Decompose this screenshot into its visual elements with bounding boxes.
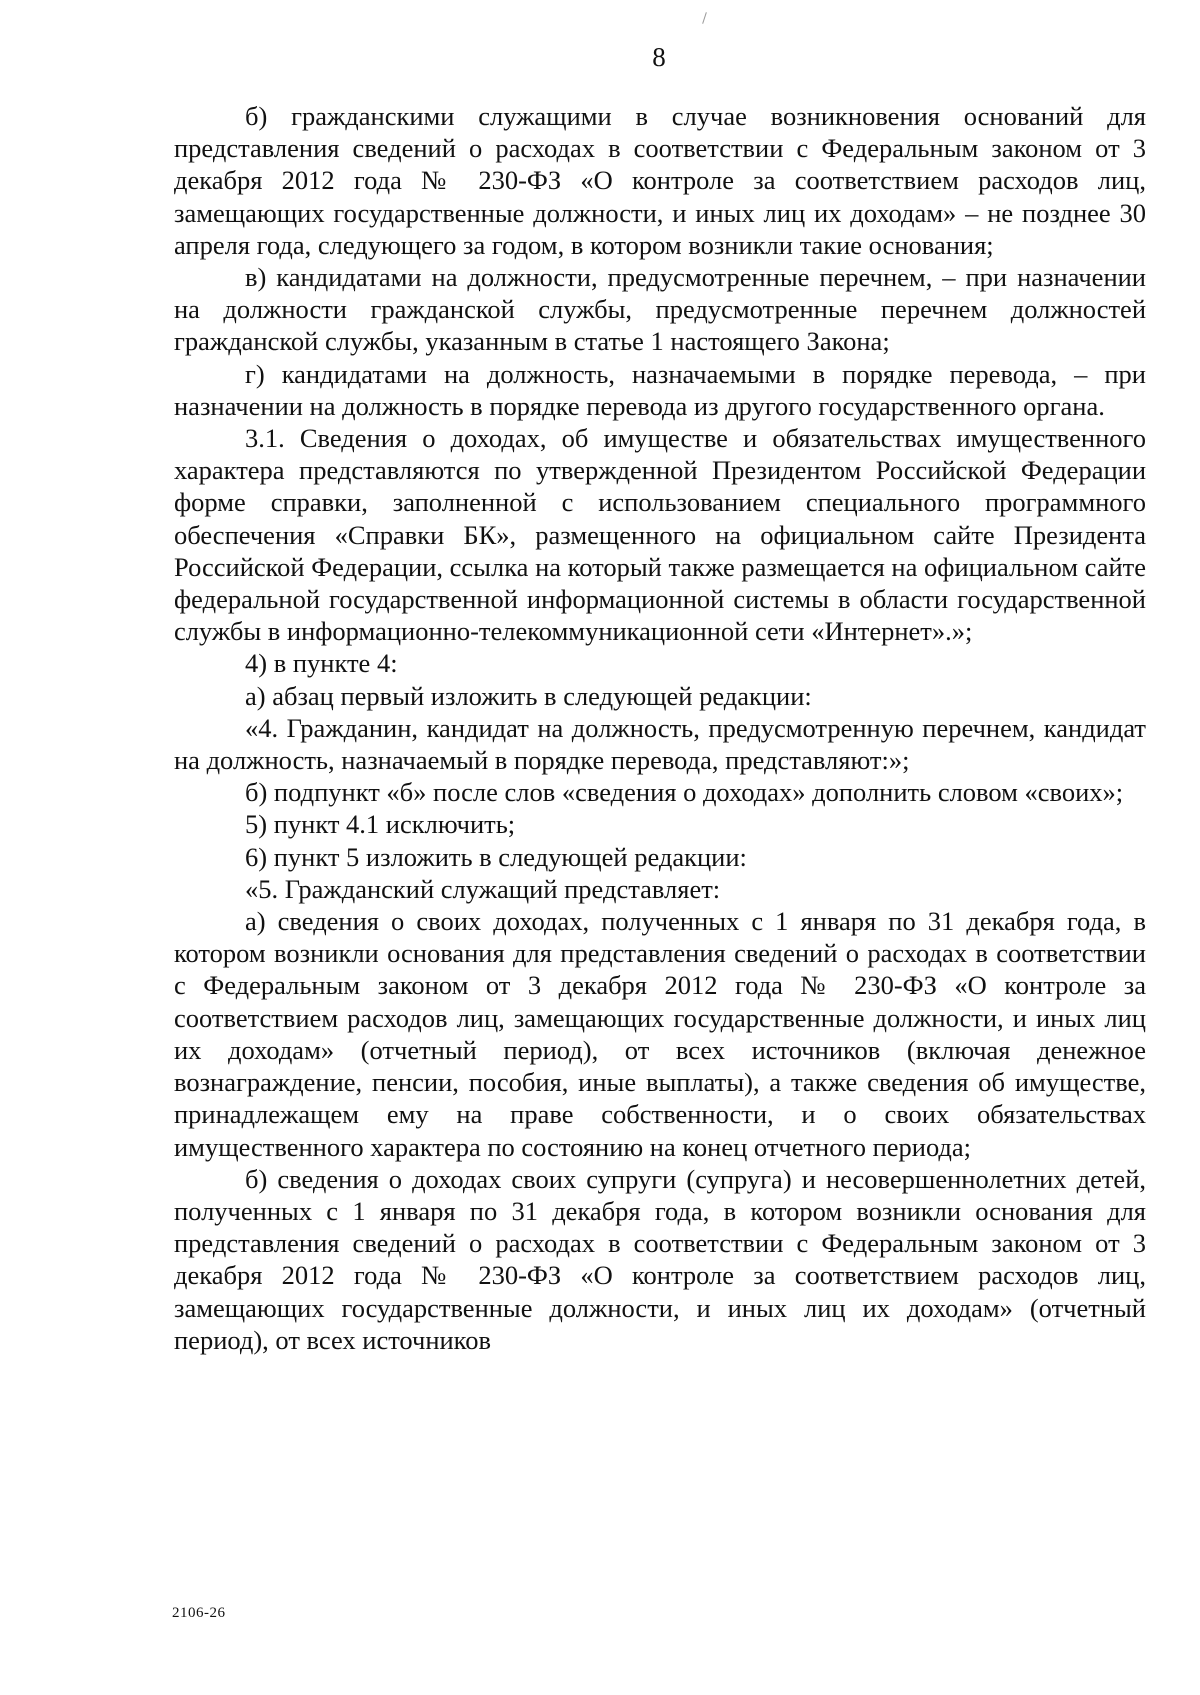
paragraph-5-b: б) сведения о доходах своих супруги (супруга) и несовершеннолетних детей, полученных с 1 января по 31 декабря года, в котором возникли основания для представления сведений о расходах в соответствии с Федеральным законом от 3 декабря 2012 года № 230-ФЗ «О контроле за соответствием расходов лиц, замещающих государственные должности, и иных лиц их доходам» (отчетный период), от всех источников [174,1163,1146,1355]
document-code: 2106-26 [172,1605,226,1621]
paragraph-5-a: а) сведения о своих доходах, полученных с 1 января по 31 декабря года, в котором возникли основания для представления сведений о расходах в соответствии с Федеральным законом от 3 декабря 2012 года № 230-ФЗ «О контроле за соответствием расходов лиц, замещающих государственные должности, и иных лиц их доходам» (отчетный период), от всех источников (включая денежное вознаграждение, пенсии, пособия, иные выплаты), а также сведения об имуществе, принадлежащем ему на праве собственности, и о своих обязательствах имущественного характера по состоянию на конец отчетного периода; [174,906,1146,1162]
paragraph-item-4: 4) в пункте 4: [245,648,398,679]
page-number: 8 [652,42,666,72]
document-body [174,100,1146,1356]
paragraph-item-6: 6) пункт 5 изложить в следующей редакции: [245,841,747,872]
scan-artifact [702,12,707,24]
paragraph-item-4-a: а) абзац первый изложить в следующей редакции: [245,680,812,711]
paragraph-v-candidates: в) кандидатами на должности, предусмотренные перечнем, – при назначении на должности гражданской службы, предусмотренные перечнем должностей гражданской службы, указанным в статье 1 настоящего Закона; [174,262,1146,357]
paragraph-3-1-information: 3.1. Сведения о доходах, об имуществе и обязательствах имущественного характера представляются по утвержденной Президентом Российской Федерации форме справки, заполненной с использованием специального программного обеспечения «Справки БК», размещенного на официальном сайте Президента Российской Федерации, ссылка на который также размещается на официальном сайте федеральной государственной информационной системы в области государственной службы в информационно-телекоммуникационной сети «Интернет».»; [174,423,1146,647]
paragraph-quoted-5: «5. Гражданский служащий представляет: [245,873,721,904]
paragraph-quoted-4: «4. Гражданин, кандидат на должность, предусмотренную перечнем, кандидат на должность, назначаемый в порядке перевода, представляют:»; [174,712,1146,776]
paragraph-g-transfer-candidates: г) кандидатами на должность, назначаемыми в порядке перевода, – при назначении на должность в порядке перевода из другого государственного органа. [174,358,1146,421]
paragraph-item-5: 5) пункт 4.1 исключить; [245,809,516,840]
paragraph-b-civil-servants: б) гражданскими служащими в случае возникновения оснований для представления сведений о расходах в соответствии с Федеральным законом от 3 декабря 2012 года № 230-ФЗ «О контроле за соответствием расходов лиц, замещающих государственные должности, и иных лиц их доходам» – не позднее 30 апреля года, следующего за годом, в котором возникли такие основания; [174,101,1146,260]
paragraph-item-4-b: б) подпункт «б» после слов «сведения о доходах» дополнить словом «своих»; [245,777,1124,808]
